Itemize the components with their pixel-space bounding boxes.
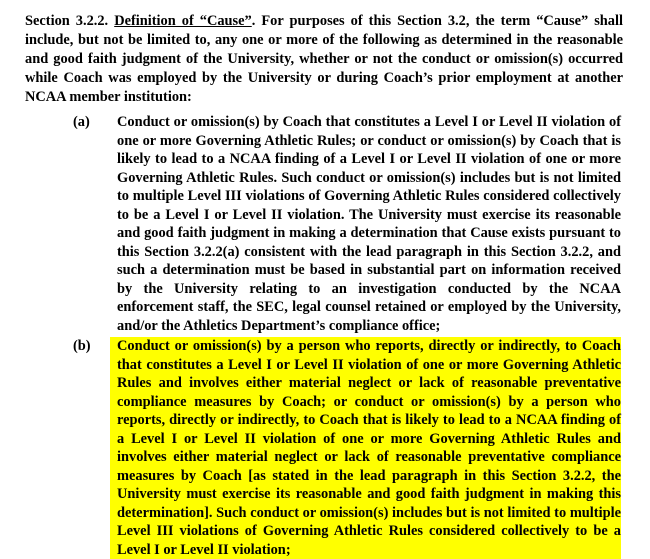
section-title-punctuation: . xyxy=(251,13,256,29)
item-label-a: (a) xyxy=(73,114,90,130)
section-intro-paragraph xyxy=(25,12,623,107)
item-text-a: Conduct or omission(s) by Coach that constitutes a Level I or Level II violation of one or more Governing Athletic Rules; or conduct or omission(s) by Coach that is likely to lead to a NCAA finding of a Level I or Level II violation of one or more Governing Athletic Rules. Such conduct or omission(s) includes but is not limited to multiple Level III violations of Governing Athletic Rules considered collectively to be a Level I or Level II violation. The University must exercise its reasonable and good faith judgment in making a determination that Cause exists pursuant to this Section 3.2.2(a) consistent with the lead paragraph in this Section 3.2.2, and such a determination must be based in substantial part on information received by the University relating to an investigation conducted by the NCAA enforcement staff, the SEC, legal counsel retained or employed by the University, and/or the Athletics Department’s compliance office; xyxy=(117,114,621,334)
item-label-b: (b) xyxy=(73,338,91,354)
item-text-b-highlighted: Conduct or omission(s) by a person who reports, directly or indirectly, to Coach that constitutes a Level I or Level II violation of one or more Governing Athletic Rules and involves either material neglect or lack of reasonable preventative compliance measures by Coach; or conduct or omission(s) by a person who reports, directly or indirectly, to Coach that is likely to lead to a NCAA finding of a Level I or Level II violation of one or more Governing Athletic Rules and involves either material neglect or lack of reasonable preventative compliance measures by Coach [as stated in the lead paragraph in this Section 3.2.2, the University must exercise its reasonable and good faith judgment in making this determination]. Such conduct or omission(s) includes but is not limited to multiple Level III violations of Governing Athletic Rules considered collectively to be a Level I or Level II violation; xyxy=(110,337,621,559)
section-title: Definition of “Cause” xyxy=(114,13,252,29)
section-number: Section 3.2.2. xyxy=(25,13,109,29)
section-lead-text: For purposes of this Section 3.2, the term “Cause” shall include, but not be limited to, any one or more of the following as determined in the reasonable and good faith judgment of the University, whether or not the conduct or omission(s) occurred while Coach was employed by the University or during Coach’s prior employment at another NCAA member institution: xyxy=(25,13,623,105)
